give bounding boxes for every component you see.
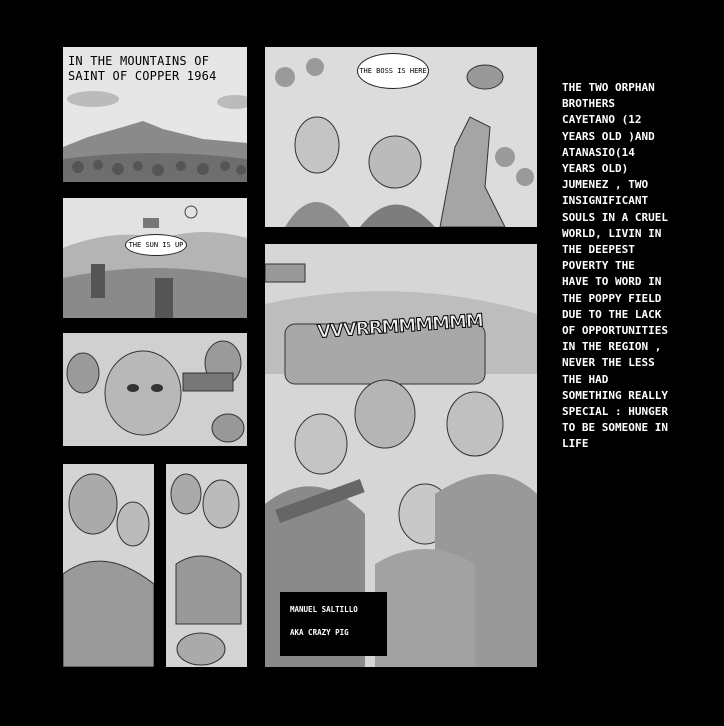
hand-cutting-poppy-sketch	[63, 464, 154, 667]
panel-hands-left	[63, 464, 154, 667]
panel-hands-right	[166, 464, 247, 667]
location-caption	[68, 54, 217, 84]
panel-boss-arrives	[265, 47, 537, 227]
panel-poppy-closeup	[63, 333, 247, 446]
speech-bubble: THE BOSS IS HERE	[357, 53, 429, 89]
hand-with-tool-sketch	[166, 464, 247, 667]
speech-bubble: THE SUN IS UP	[125, 234, 187, 256]
poppy-hands-sketch	[63, 333, 247, 446]
caption-line: SAINT OF COPPER 1964	[68, 69, 217, 83]
author-credit	[280, 592, 387, 656]
panel-sun-up	[63, 198, 247, 318]
panel-mountains	[63, 47, 247, 182]
sound-effect: VVVRRMMMMMM	[316, 310, 484, 343]
author-name: MANUEL SALTILLO	[290, 605, 358, 614]
caption-line: IN THE MOUNTAINS OF	[68, 54, 210, 68]
narration-text: THE TWO ORPHAN BROTHERS CAYETANO (12 YEARS OLD )AND ATANASIO(14 YEARS OLD) JUMENEZ , TWO INSIGNIFICANT SOULS IN A CRUEL WORLD, LIVIN IN THE DEEPEST POVERTY THE HAVE TO WORD IN THE POPPY FIELD DUE TO THE LACK OF OPPORTUNITIES IN THE REGION , NEVER THE LESS THE HAD SOMETHING REALLY SPECIAL : HUNGER TO BE SOMEONE IN LIFE	[562, 81, 668, 451]
field-sunrise-sketch	[63, 198, 247, 318]
author-alias: AKA CRAZY PIG	[290, 628, 349, 637]
